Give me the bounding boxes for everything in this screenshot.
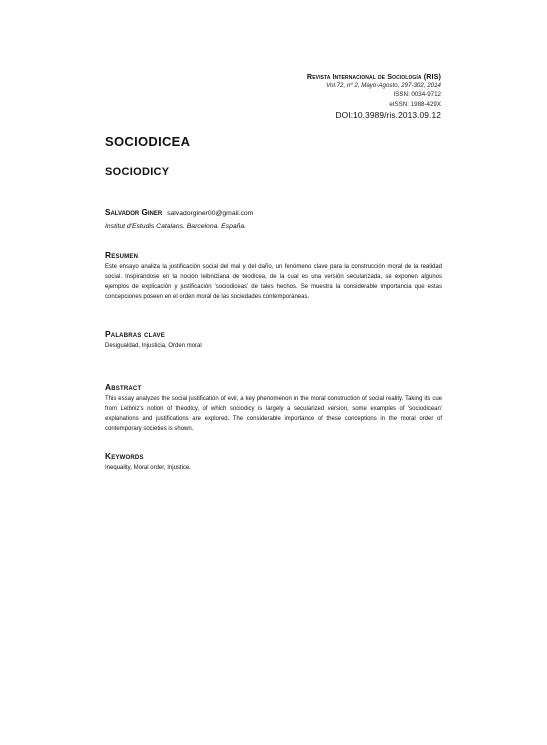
article-subtitle: SOCIODICY: [105, 166, 170, 178]
palabras-clave-text: Desigualdad, Injusticia, Orden moral: [105, 343, 202, 349]
palabras-clave-section: [105, 329, 442, 351]
author-email: salvadorginer00@gmail.com: [167, 210, 254, 217]
resumen-section: [105, 250, 442, 302]
keywords-text: Inequality, Moral order, Injustice.: [105, 465, 191, 471]
author-affiliation: Institut d'Estudis Catalans. Barcelona. España.: [105, 223, 247, 230]
keywords-heading: Keywords: [105, 451, 144, 461]
eissn: eISSN: 1988-429X: [389, 100, 441, 108]
keywords-section: [105, 451, 442, 473]
author-line: [105, 208, 253, 217]
article-title: SOCIODICEA: [105, 134, 191, 149]
palabras-clave-heading: Palabras clave: [105, 329, 165, 339]
resumen-heading: Resumen: [105, 250, 139, 260]
issn: ISSN: 0034-9712: [393, 91, 441, 99]
author-name: Salvador Giner: [105, 208, 163, 217]
journal-name: Revista Internacional de Sociología (RIS): [306, 72, 441, 81]
resumen-text: Este ensayo analiza la justificación social del mal y del daño, un fenómeno clave para la construcción moral de la realidad social. Inspirándose en la noción leibniziana de teodicea, de la cual es una versión secularizada, se exponen algunos ejemplos de explicación y justificación 'sociodiceas' de tales hechos. Se muestra la considerable importancia que estas concepciones poseen en el orden moral de las sociedades contemporáneas.: [105, 264, 442, 300]
journal-masthead: [307, 72, 441, 120]
abstract-section: [105, 382, 442, 434]
abstract-heading: Abstract: [105, 382, 142, 392]
abstract-text: This essay analyzes the social justification of evil, a key phenomenon in the moral construction of social reality. Taking its cue from Leibniz's notion of theodicy, of which sociodicy is largely a secularized version, some examples of 'sociodicean' explanations and justifications are explored. The considerable importance of these conceptions in the moral order of contemporary societies is shown.: [105, 396, 442, 432]
doi: DOI:10.3989/ris.2013.09.12: [335, 109, 441, 120]
volume-line: Vol.72, nº 2, Mayo-Agosto, 297-302, 2014: [326, 82, 441, 90]
